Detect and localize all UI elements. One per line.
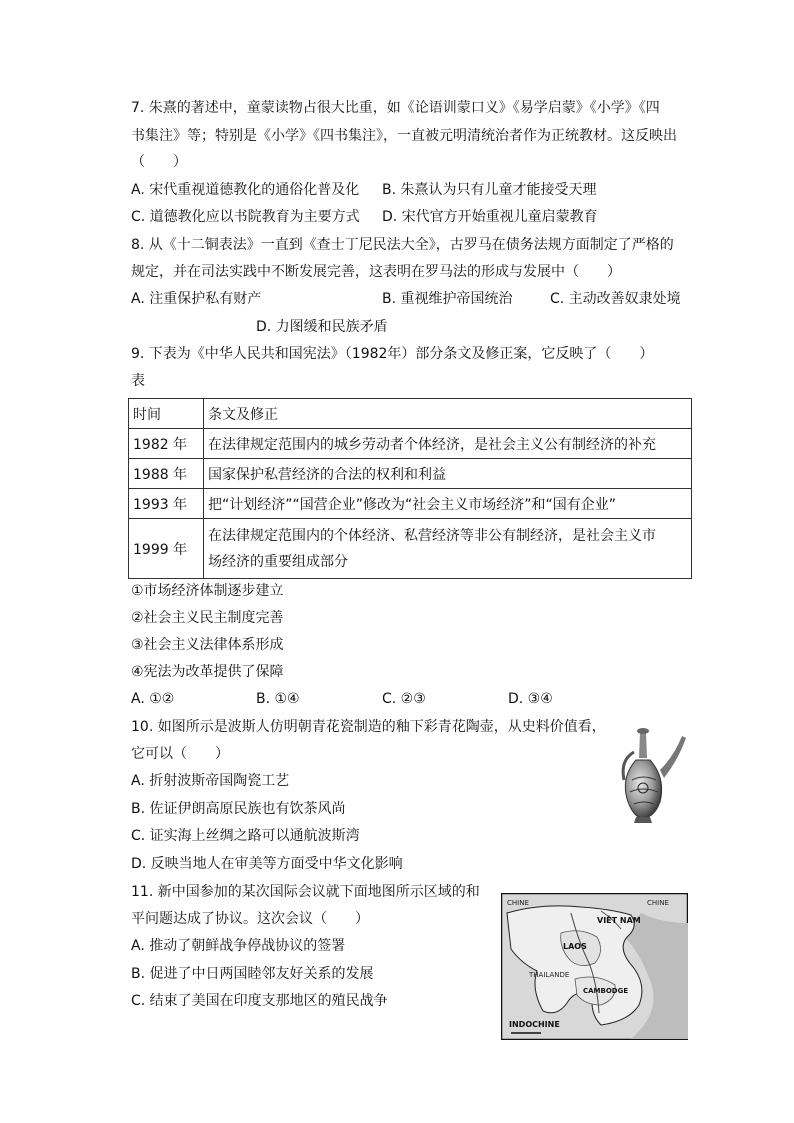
q9-table-caption: 表	[131, 373, 145, 389]
q8-stem-line2: 规定，并在司法实践中不断发展完善，这表明在罗马法的形成与发展中（ ）	[131, 264, 621, 280]
table-header-time: 时间	[129, 399, 204, 429]
map-label-laos: LAOS	[563, 942, 587, 951]
q8-option-c: C. 主动改善奴隶处境	[550, 291, 681, 307]
table-cell-text-line1: 在法律规定范围内的个体经济、私营经济等非公有制经济，是社会主义市	[208, 527, 656, 544]
q7-option-c: C. 道德教化应以书院教育为主要方式	[131, 209, 360, 225]
table-cell-year: 1993 年	[129, 489, 204, 519]
table-row	[129, 489, 692, 519]
table-header-row	[129, 399, 692, 429]
q9-item-4: ④宪法为改革提供了保障	[131, 664, 284, 680]
table-cell-year: 1999 年	[129, 519, 204, 579]
map-label-indochine: INDOCHINE	[509, 1020, 560, 1029]
q9-option-b: B. ①④	[256, 691, 300, 707]
ewer-base	[634, 817, 652, 823]
q9-stem: 9. 下表为《中华人民共和国宪法》（1982年）部分条文及修正案，它反映了（ ）	[131, 346, 654, 362]
q10-option-d: D. 反映当地人在审美等方面受中华文化影响	[131, 856, 403, 872]
map-label-thailande: THAILANDE	[529, 971, 570, 979]
table-cell-year: 1988 年	[129, 459, 204, 489]
ewer-neck	[639, 732, 647, 758]
q9-item-1: ①市场经济体制逐步建立	[131, 583, 284, 599]
q8-stem-line1: 8. 从《十二铜表法》一直到《查士丁尼民法大全》，古罗马在债务法规方面制定了严格的	[131, 237, 674, 253]
q7-option-a: A. 宋代重视道德教化的通俗化普及化	[131, 182, 360, 198]
q7-option-b: B. 朱熹认为只有儿童才能接受天理	[382, 182, 597, 198]
table-cell-text: 把“计划经济”“国营企业”修改为“社会主义市场经济”和“国有企业”	[204, 489, 692, 519]
q11-stem-line1: 11. 新中国参加的某次国际会议就下面地图所示区域的和	[131, 884, 480, 900]
table-cell-text: 在法律规定范围内的城乡劳动者个体经济，是社会主义公有制经济的补充	[204, 429, 692, 459]
table-cell-text	[204, 519, 692, 579]
map-label-vietnam: VIÊT NAM	[597, 916, 641, 925]
q11-option-b: B. 促进了中日两国睦邻友好关系的发展	[131, 966, 374, 982]
q9-option-c: C. ②③	[382, 691, 426, 707]
q8-option-d: D. 力图缓和民族矛盾	[256, 319, 388, 335]
table-row	[129, 519, 692, 579]
q9-option-a: A. ①②	[131, 691, 175, 707]
ewer-spout	[660, 736, 686, 778]
map-label-cambodge: CAMBODGE	[583, 987, 629, 995]
q7-stem-line1: 7. 朱熹的著述中，童蒙读物占很大比重，如《论语训蒙口义》《易学启蒙》《小学》《四	[131, 100, 660, 116]
table-row	[129, 429, 692, 459]
q10-option-a: A. 折射波斯帝国陶瓷工艺	[131, 773, 290, 789]
q10-stem-line1: 10. 如图所示是波斯人仿明朝青花瓷制造的釉下彩青花陶壶，从史料价值看，	[131, 719, 606, 735]
q9-item-2: ②社会主义民主制度完善	[131, 610, 284, 626]
ewer-image	[616, 722, 694, 826]
map-label-china-right: CHINE	[647, 899, 669, 907]
ewer-lip	[637, 728, 649, 734]
q7-option-d: D. 宋代官方开始重视儿童启蒙教育	[382, 209, 598, 225]
q7-stem-line2: 书集注》等；特别是《小学》《四书集注》，一直被元明清统治者作为正统教材。这反映出	[131, 128, 677, 144]
q8-option-a: A. 注重保护私有财产	[131, 291, 262, 307]
table-header-content: 条文及修正	[204, 399, 692, 429]
q11-stem-line2: 平问题达成了协议。这次会议（ ）	[131, 911, 369, 927]
q7-stem-line3: （ ）	[131, 154, 187, 170]
table-row	[129, 459, 692, 489]
q9-option-d: D. ③④	[508, 691, 553, 707]
indochina-map	[501, 893, 688, 1040]
q10-stem-line2: 它可以（ ）	[131, 746, 229, 762]
map-label-china-left: CHINE	[507, 899, 529, 907]
q11-option-c: C. 结束了美国在印度支那地区的殖民战争	[131, 993, 388, 1009]
constitution-table	[128, 398, 692, 579]
q8-option-b: B. 重视维护帝国统治	[382, 291, 513, 307]
q10-option-c: C. 证实海上丝绸之路可以通航波斯湾	[131, 828, 360, 844]
table-cell-text-line2: 场经济的重要组成部分	[208, 553, 348, 570]
q11-option-a: A. 推动了朝鲜战争停战协议的签署	[131, 938, 346, 954]
table-cell-text: 国家保护私营经济的合法的权利和利益	[204, 459, 692, 489]
q9-item-3: ③社会主义法律体系形成	[131, 637, 284, 653]
q10-option-b: B. 佐证伊朗高原民族也有饮茶风尚	[131, 801, 346, 817]
table-cell-year: 1982 年	[129, 429, 204, 459]
